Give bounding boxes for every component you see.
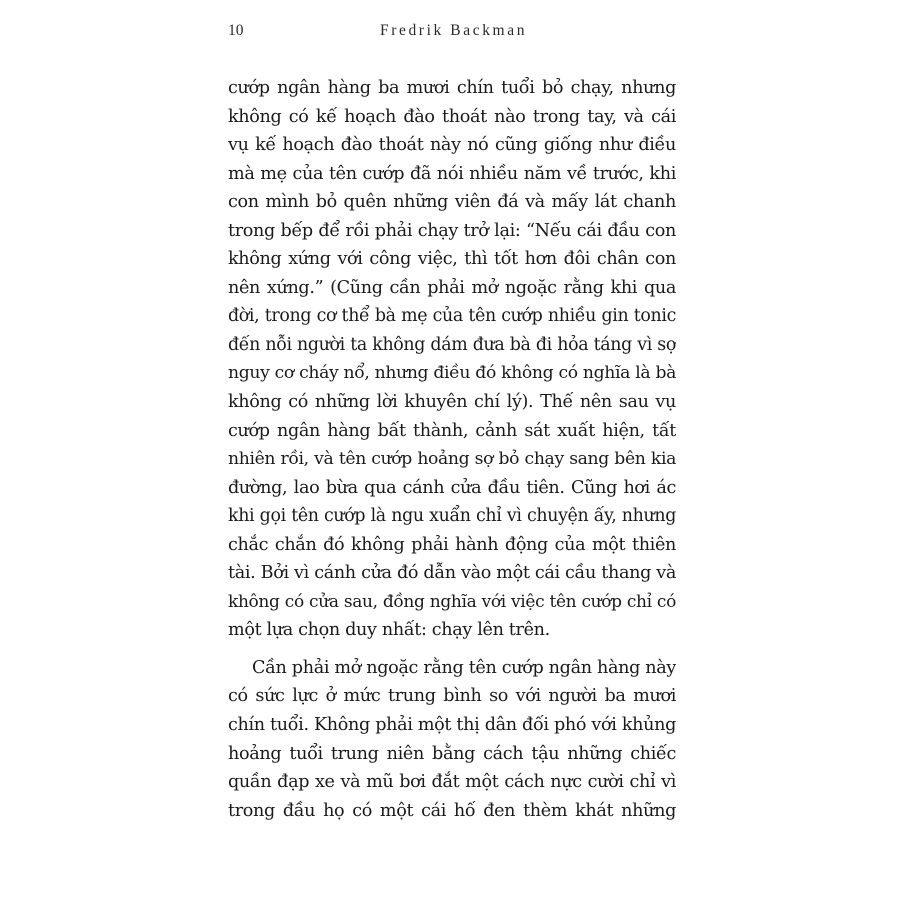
text-line: vụ kế hoạch đào thoát này nó cũng giống như điều: [228, 135, 676, 156]
page-number: 10: [228, 22, 244, 39]
text-line: không xứng với công việc, thì tốt hơn đôi chân con: [228, 249, 676, 270]
text-line: trong bếp để rồi phải chạy trở lại: “Nếu cái đầu con: [228, 220, 676, 241]
text-line: có sức lực ở mức trung bình so với người ba mươi: [228, 686, 676, 707]
text-line: Cần phải mở ngoặc rằng tên cướp ngân hàng này: [252, 657, 676, 678]
text-line: không có những lời khuyên chí lý). Thế nên sau vụ: [228, 392, 676, 413]
text-line: không có kế hoạch đào thoát nào trong tay, và cái: [228, 106, 676, 127]
text-line: chắc chắn đó không phải hành động của một thiên: [228, 534, 676, 555]
text-line: mà mẹ của tên cướp đã nói nhiều năm về trước, khi: [228, 163, 676, 184]
running-head: [228, 22, 676, 46]
text-line: khi gọi tên cướp là ngu xuẩn chỉ vì chuyện ấy, nhưng: [228, 506, 676, 527]
author-name: Fredrik Backman: [380, 22, 528, 39]
text-line: nguy cơ cháy nổ, nhưng điều đó không có nghĩa là bà: [228, 363, 676, 384]
paragraph-gap: [228, 645, 676, 654]
text-line: đường, lao bừa qua cánh cửa đầu tiên. Cũng hơi ác: [228, 477, 676, 498]
text-line: một lựa chọn duy nhất: chạy lên trên.: [228, 620, 550, 641]
text-line: nhiên rồi, và tên cướp hoảng sợ bỏ chạy sang bên kia: [228, 449, 676, 470]
text-line: nên xứng.” (Cũng cần phải mở ngoặc rằng khi qua: [228, 277, 676, 298]
body-text: [228, 74, 676, 825]
paragraph: [228, 654, 676, 825]
paragraph: [228, 74, 676, 645]
text-line: không có cửa sau, đồng nghĩa với việc tên cướp chỉ có: [228, 591, 676, 612]
text-line: đời, trong cơ thể bà mẹ của tên cướp nhiều gin tonic: [228, 306, 676, 327]
text-line: quần đạp xe và mũ bơi đắt một cách nực cười chỉ vì: [228, 772, 676, 793]
text-line: trong đầu họ có một cái hố đen thèm khát những: [228, 800, 676, 821]
text-line: tài. Bởi vì cánh cửa đó dẫn vào một cái cầu thang và: [228, 563, 676, 584]
text-line: chín tuổi. Không phải một thị dân đối phó với khủng: [228, 715, 676, 736]
text-line: con mình bỏ quên những viên đá và mấy lát chanh: [228, 192, 676, 213]
text-line: hoảng tuổi trung niên bằng cách tậu những chiếc: [228, 743, 676, 764]
text-line: cướp ngân hàng ba mươi chín tuổi bỏ chạy, nhưng: [228, 78, 676, 98]
text-line: đến nỗi người ta không dám đưa bà đi hỏa táng vì sợ: [228, 334, 676, 355]
text-line: cướp ngân hàng bất thành, cảnh sát xuất hiện, tất: [228, 420, 676, 441]
